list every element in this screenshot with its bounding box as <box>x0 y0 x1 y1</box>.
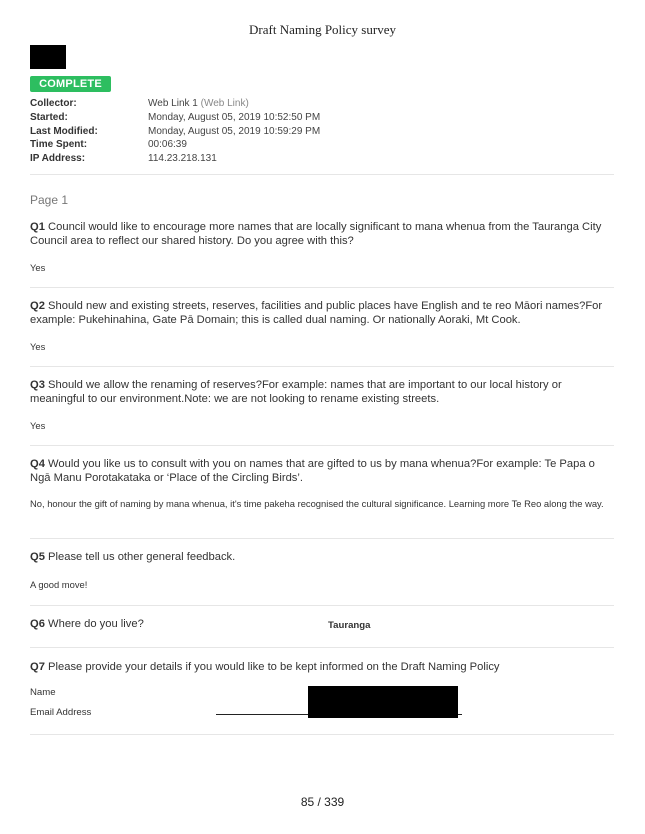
meta-value: 114.23.218.131 <box>148 153 217 165</box>
page-number: 85 / 339 <box>300 795 345 809</box>
document-title: Draft Naming Policy survey <box>249 22 396 37</box>
question-6 <box>30 618 615 632</box>
divider <box>30 647 614 648</box>
question-number: Q4 <box>30 458 45 470</box>
answer-5: A good move! <box>30 579 88 590</box>
question-text: Please provide your details if you would like to be kept informed on the Draft Naming Policy <box>48 661 500 673</box>
question-text: Should new and existing streets, reserves, facilities and public places have English and te reo Māori names?For example: Pukehinahina, Gate Pā Domain; this is called dual naming. Or nationally Aoraki, Mt Cook. <box>30 300 603 326</box>
question-number: Q7 <box>30 661 45 673</box>
page-label: Page 1 <box>30 193 69 207</box>
field-label-name: Name <box>30 687 56 698</box>
divider <box>30 174 614 175</box>
meta-label: IP Address: <box>30 153 86 165</box>
response-metadata <box>30 97 320 166</box>
question-number: Q5 <box>30 551 45 563</box>
meta-time-spent <box>30 138 320 152</box>
answer-3: Yes <box>30 420 46 431</box>
status-badge: COMPLETE <box>30 76 111 92</box>
question-5 <box>30 551 615 565</box>
meta-label: Started: <box>30 111 68 123</box>
divider <box>30 734 614 735</box>
divider <box>30 287 614 288</box>
divider <box>30 605 614 606</box>
meta-value: Web Link 1 <box>148 98 198 109</box>
meta-started <box>30 111 320 125</box>
meta-value: Monday, August 05, 2019 10:52:50 PM <box>148 111 321 123</box>
question-2 <box>30 300 615 327</box>
question-text: Would you like us to consult with you on names that are gifted to us by mana whenua?For example: Te Papa o Ngā Manu Porotakataka or ‘Place of the Circling Birds’. <box>30 458 595 484</box>
divider <box>30 445 614 446</box>
meta-collector <box>30 97 320 111</box>
question-number: Q1 <box>30 221 45 233</box>
question-4 <box>30 458 615 485</box>
answer-2: Yes <box>30 341 46 352</box>
question-3 <box>30 379 615 406</box>
question-7 <box>30 661 615 675</box>
answer-6: Tauranga <box>328 620 371 631</box>
question-text: Should we allow the renaming of reserves?For example: names that are important to our local history or meaningful to our environment.Note: we are not looking to rename existing streets. <box>30 379 562 405</box>
meta-last-modified <box>30 125 320 139</box>
meta-label: Last Modified: <box>30 125 98 137</box>
answer-4: No, honour the gift of naming by mana whenua, it's time pakeha recognised the cultural significance. Learning more Te Reo along the way. <box>30 498 604 509</box>
meta-label: Collector: <box>30 98 77 109</box>
question-1 <box>30 221 615 248</box>
field-label-email: Email Address <box>30 707 92 718</box>
meta-value-type: (Web Link) <box>200 98 249 109</box>
question-text: Council would like to encourage more names that are locally significant to mana whenua from the Tauranga City Council area to reflect our shared history. Do you agree with this? <box>30 221 602 247</box>
question-text: Please tell us other general feedback. <box>48 551 236 563</box>
meta-ip-address <box>30 152 320 166</box>
divider <box>30 366 614 367</box>
divider <box>30 538 614 539</box>
question-number: Q6 <box>30 618 45 630</box>
question-number: Q3 <box>30 379 45 391</box>
answer-1: Yes <box>30 262 46 273</box>
question-text: Where do you live? <box>48 618 144 630</box>
meta-value: 00:06:39 <box>148 139 187 151</box>
meta-label: Time Spent: <box>30 139 88 151</box>
question-number: Q2 <box>30 300 45 312</box>
redacted-logo <box>30 45 66 69</box>
meta-value: Monday, August 05, 2019 10:59:29 PM <box>148 125 321 137</box>
redacted-details <box>308 686 458 718</box>
